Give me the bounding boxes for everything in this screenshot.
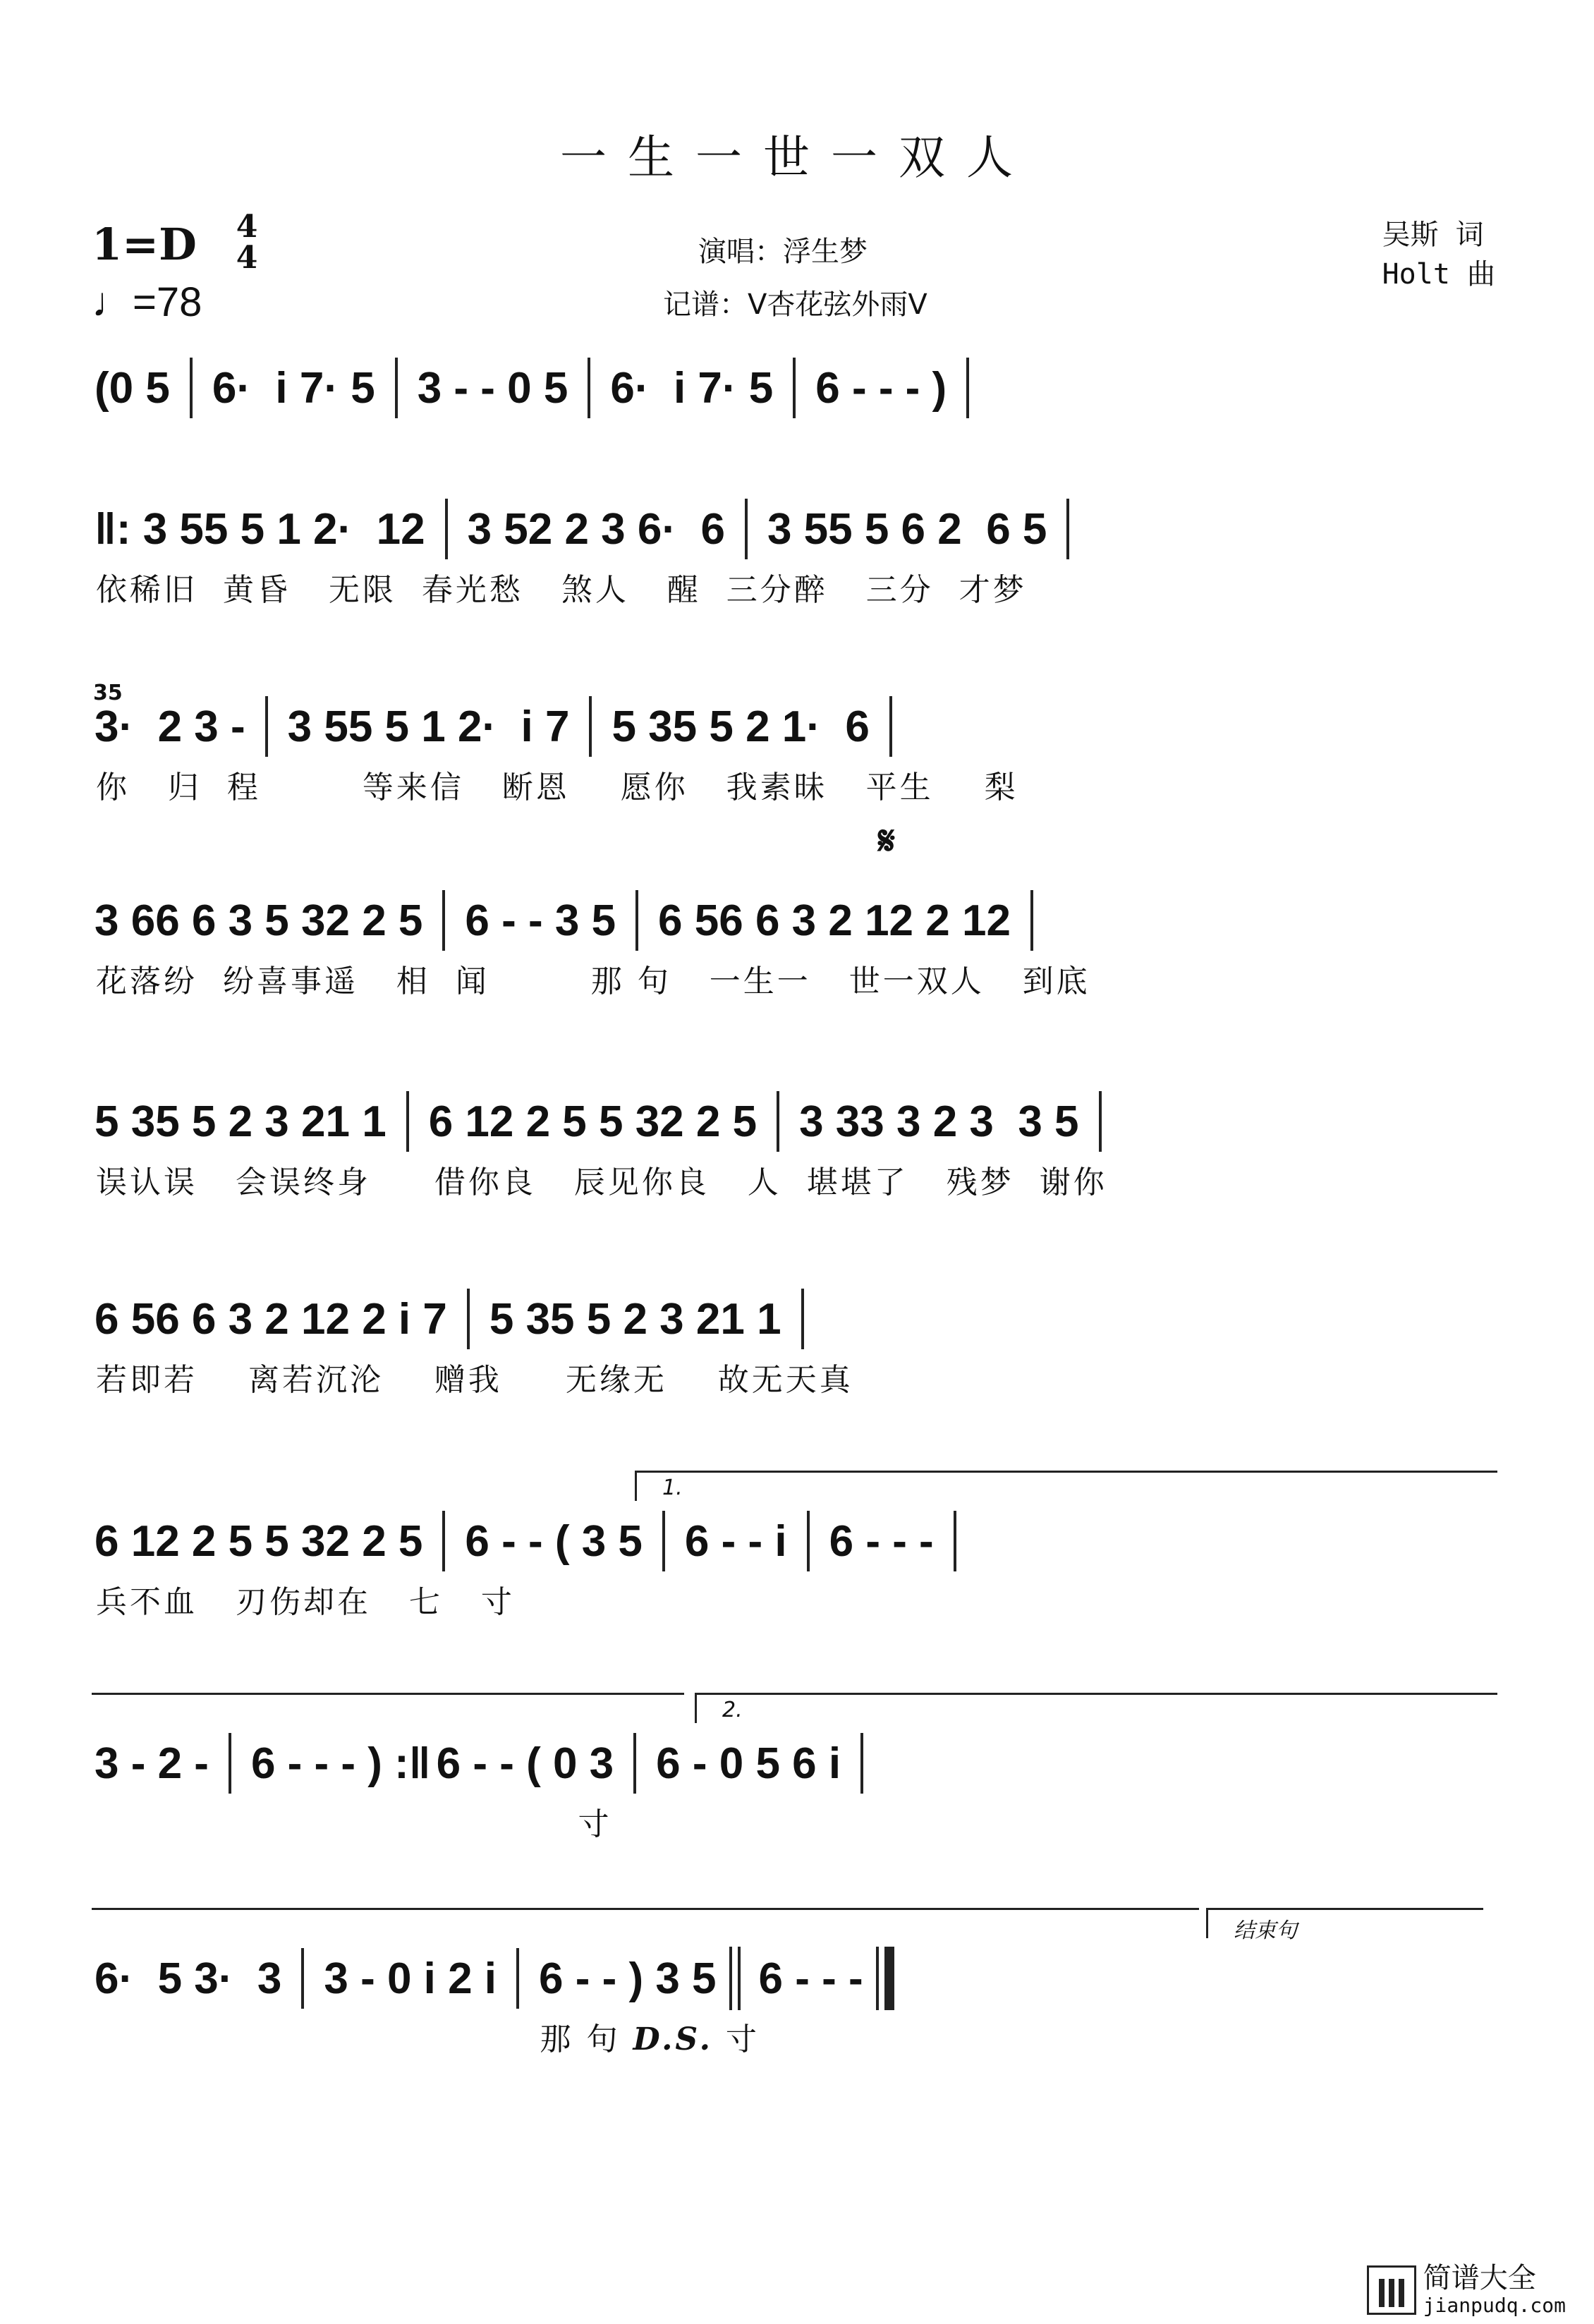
- score-line-1: [92, 353, 1502, 423]
- measure: 3 52 2 3 6· 6: [467, 504, 725, 554]
- grace-note: 35: [93, 681, 123, 705]
- barline: [445, 499, 448, 559]
- measure: 6 - 0 5 6 i: [656, 1739, 841, 1788]
- measure: 5 35 5 2 3 21 1: [95, 1097, 387, 1146]
- measure: 6 - - - ) :‖: [250, 1739, 431, 1788]
- watermark-url: jianpudq.com: [1423, 2294, 1566, 2317]
- barline: [588, 358, 590, 418]
- volta-line-continuation: [92, 1693, 684, 1695]
- measure: 6 - - ( 3 5: [465, 1516, 643, 1566]
- barline: [807, 1511, 810, 1571]
- measure: (0 5: [95, 363, 170, 413]
- score-line-2: [92, 494, 1502, 614]
- dal-segno-marking: D.S.: [633, 2021, 713, 2057]
- time-signature: [233, 209, 261, 276]
- measure: 6 - - - ): [815, 363, 947, 413]
- measure: 3 66 6 3 5 32 2 5: [95, 896, 423, 945]
- final-barline: [876, 1947, 900, 2010]
- score-line-6: [92, 1284, 1502, 1404]
- barline: [301, 1948, 304, 2009]
- staff: [92, 1506, 1502, 1576]
- measure: 3 55 5 1 2· i 7: [287, 702, 570, 751]
- key-signature: 1=D: [92, 219, 197, 270]
- volta-second-ending: [695, 1693, 1497, 1723]
- measure: 6 - - ) 3 5: [539, 1954, 717, 2003]
- score-line-8: [92, 1728, 1502, 1848]
- measure: 6 - - ( 0 3: [436, 1739, 614, 1788]
- double-barline: [729, 1947, 746, 2010]
- watermark-name: 简谱大全: [1423, 2262, 1536, 2294]
- barline: [589, 696, 592, 757]
- measure: 6 56 6 3 2 12 2 i 7: [95, 1294, 447, 1344]
- barline: [1099, 1091, 1102, 1152]
- lyric-line: [92, 2014, 1502, 2063]
- barline: [635, 890, 638, 951]
- score-line-5: [92, 1086, 1502, 1206]
- measure: 6· i 7· 5: [610, 363, 774, 413]
- barline: [633, 1733, 636, 1794]
- scribe-credit: 记谱：V杏花弦外雨V: [663, 288, 927, 321]
- measure: 5 35 5 2 3 21 1: [489, 1294, 781, 1344]
- barline: [265, 696, 268, 757]
- staff: [92, 691, 1502, 762]
- measure: 3 - 2 -: [95, 1739, 209, 1788]
- measure: 3 - - 0 5: [417, 363, 568, 413]
- measure: 3 - 0 i 2 i: [324, 1954, 497, 2003]
- volta-first-label: 1.: [662, 1476, 683, 1500]
- barline: [662, 1511, 665, 1571]
- lyricist-credit: 吴斯 词: [1382, 219, 1484, 251]
- volta-second-label: 2.: [722, 1698, 743, 1722]
- barline: [860, 1733, 863, 1794]
- lyric-line: 寸: [96, 1806, 612, 1842]
- measure: 6 12 2 5 5 32 2 5: [428, 1097, 758, 1146]
- barline: [516, 1948, 519, 2009]
- score-line-7: [92, 1506, 1502, 1626]
- score-line-4: [92, 885, 1502, 1005]
- score-line-9: [92, 1943, 1502, 2063]
- barline: [442, 890, 445, 951]
- barline: [966, 358, 969, 418]
- staff: [92, 1943, 1502, 2014]
- barline: [954, 1511, 956, 1571]
- author-credits: [1382, 215, 1495, 294]
- measure: 6 56 6 3 2 12 2 12: [658, 896, 1011, 945]
- staff: [92, 353, 1502, 423]
- measure: 5 35 5 2 1· 6: [612, 702, 870, 751]
- singer-credit: 演唱：浮生梦: [698, 236, 868, 268]
- site-watermark: [1367, 2263, 1566, 2317]
- barline: [190, 358, 193, 418]
- volta-line-continuation-2: [92, 1908, 1199, 1910]
- tempo-marking: ♩=78: [92, 279, 202, 325]
- barline: [1030, 890, 1033, 951]
- ending-phrase-bracket: [1206, 1908, 1483, 1943]
- barline: [777, 1091, 779, 1152]
- time-denominator: 4: [236, 240, 258, 276]
- barline: [793, 358, 796, 418]
- lyric-line: 依稀旧 黄昏 无限 春光愁 煞人 醒 三分醉 三分 才梦: [96, 572, 1027, 608]
- barline: [406, 1091, 409, 1152]
- measure: 6 12 2 5 5 32 2 5: [95, 1516, 423, 1566]
- composer-credit: Holt 曲: [1382, 258, 1495, 291]
- lyric-line: 误认误 会误终身 借你良 辰见你良 人 堪堪了 残梦 谢你: [96, 1164, 1107, 1200]
- measure: 6· 5 3· 3: [95, 1954, 282, 2003]
- lyric-text-end: 寸: [712, 2021, 760, 2057]
- measure: 6· i 7· 5: [212, 363, 375, 413]
- staff: [92, 494, 1502, 564]
- staff: [92, 1284, 1502, 1354]
- time-numerator: 4: [236, 209, 258, 245]
- measure: 6 - - -: [758, 1954, 863, 2003]
- barline: [395, 358, 398, 418]
- measure: 3· 2 3 -: [95, 702, 245, 751]
- song-title: 一生一世一双人: [560, 130, 1034, 185]
- measure: ‖: 3 55 5 1 2· 12: [95, 504, 425, 554]
- measure: 3 55 5 6 2 6 5: [767, 504, 1047, 554]
- piano-logo-icon: [1367, 2265, 1416, 2315]
- lyric-line: 花落纷 纷喜事遥 相 闻 那 句 一生一 世一双人 到底: [96, 963, 1090, 999]
- measure: 6 - - i: [684, 1516, 787, 1566]
- barline: [1066, 499, 1069, 559]
- barline: [801, 1289, 804, 1349]
- score-line-3: [92, 691, 1502, 811]
- staff: [92, 1086, 1502, 1157]
- barline: [442, 1511, 445, 1571]
- lyric-line: 若即若 离若沉沦 赠我 无缘无 故无天真: [96, 1362, 853, 1398]
- lyric-text: 那 句: [96, 2021, 633, 2057]
- barline: [229, 1733, 231, 1794]
- measure: 6 - - 3 5: [465, 896, 616, 945]
- measure: 3 33 3 2 3 3 5: [799, 1097, 1079, 1146]
- lyric-line: 你 归 程 等来信 断恩 愿你 我素昧 平生 梨: [96, 769, 1018, 805]
- segno-sign: 𝄋: [878, 818, 896, 864]
- ending-phrase-label: 结束句: [1234, 1918, 1297, 1943]
- lyric-line: 兵不血 刃伤却在 七 寸: [96, 1584, 515, 1620]
- barline: [467, 1289, 470, 1349]
- barline: [745, 499, 748, 559]
- staff: [92, 1728, 1502, 1799]
- barline: [889, 696, 892, 757]
- staff: [92, 885, 1502, 956]
- measure: 6 - - -: [829, 1516, 934, 1566]
- volta-first-ending: [635, 1471, 1497, 1501]
